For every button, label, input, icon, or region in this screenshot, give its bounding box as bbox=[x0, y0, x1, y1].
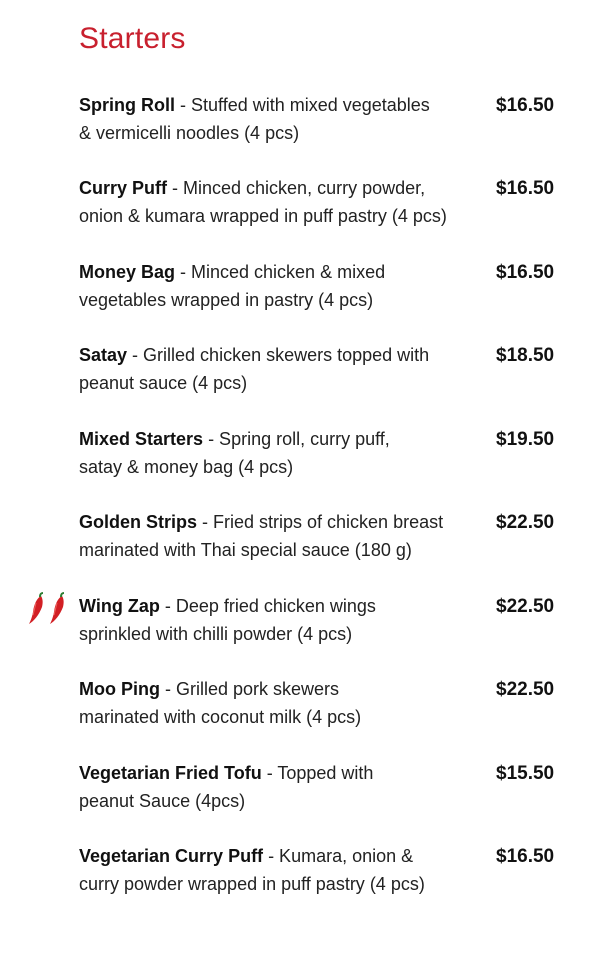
item-name: Mixed Starters bbox=[79, 429, 204, 449]
chili-pepper-icon bbox=[28, 592, 70, 626]
menu-item-satay bbox=[0, 341, 600, 401]
item-name: Golden Strips bbox=[79, 512, 198, 532]
item-detail-line2: & vermicelli noodles (4 pcs) bbox=[79, 123, 300, 143]
item-detail-line1: - Grilled pork skewers bbox=[159, 679, 340, 699]
item-name: Money Bag bbox=[79, 262, 176, 282]
item-description bbox=[79, 341, 479, 397]
item-description bbox=[79, 91, 479, 147]
item-description bbox=[79, 759, 479, 815]
item-description bbox=[79, 258, 479, 314]
item-detail-line1: - Deep fried chicken wings bbox=[159, 596, 376, 616]
item-price: $16.50 bbox=[496, 846, 555, 867]
item-description bbox=[79, 842, 479, 898]
item-price: $16.50 bbox=[496, 262, 555, 283]
item-description bbox=[79, 592, 479, 648]
item-price: $19.50 bbox=[496, 429, 555, 450]
menu-item-vegetarian-curry-puff bbox=[0, 842, 600, 902]
item-name: Curry Puff bbox=[79, 178, 168, 198]
item-detail-line2: curry powder wrapped in puff pastry (4 pcs) bbox=[79, 874, 425, 894]
chili-pepper-icon bbox=[28, 592, 70, 626]
menu-item-vegetarian-fried-tofu bbox=[0, 759, 600, 819]
item-detail-line1: - Stuffed with mixed vegetables bbox=[175, 95, 430, 115]
item-detail-line2: marinated with Thai special sauce (180 g) bbox=[79, 540, 412, 560]
item-name: Spring Roll bbox=[79, 95, 175, 115]
item-detail-line2: sprinkled with chilli powder (4 pcs) bbox=[79, 624, 353, 644]
menu-item-money-bag bbox=[0, 258, 600, 318]
item-detail-line2: peanut sauce (4 pcs) bbox=[79, 373, 248, 393]
item-price: $16.50 bbox=[496, 178, 555, 199]
item-name: Vegetarian Curry Puff bbox=[79, 846, 264, 866]
item-detail-line1: - Spring roll, curry puff, bbox=[203, 429, 390, 449]
item-detail-line2: onion & kumara wrapped in puff pastry (4 pcs) bbox=[79, 206, 447, 226]
item-detail-line2: peanut Sauce (4pcs) bbox=[79, 791, 246, 811]
item-price: $22.50 bbox=[496, 596, 555, 617]
item-price: $22.50 bbox=[496, 679, 555, 700]
item-detail-line2: vegetables wrapped in pastry (4 pcs) bbox=[79, 290, 374, 310]
item-price: $18.50 bbox=[496, 345, 555, 366]
item-description bbox=[79, 508, 479, 564]
item-detail-line1: - Grilled chicken skewers topped with bbox=[127, 345, 430, 365]
menu-item-spring-roll bbox=[0, 91, 600, 151]
item-price: $22.50 bbox=[496, 512, 555, 533]
item-detail-line1: - Fried strips of chicken breast bbox=[197, 512, 444, 532]
item-detail-line2: marinated with coconut milk (4 pcs) bbox=[79, 707, 362, 727]
item-detail-line1: - Minced chicken, curry powder, bbox=[167, 178, 426, 198]
item-price: $16.50 bbox=[496, 95, 555, 116]
item-detail-line1: - Minced chicken & mixed bbox=[175, 262, 386, 282]
item-name: Wing Zap bbox=[79, 596, 160, 616]
menu-item-wing-zap bbox=[0, 592, 600, 652]
item-detail-line1: - Kumara, onion & bbox=[263, 846, 414, 866]
menu-item-curry-puff bbox=[0, 174, 600, 234]
item-name: Vegetarian Fried Tofu bbox=[79, 763, 262, 783]
item-description bbox=[79, 174, 479, 230]
item-detail-line1: - Topped with bbox=[261, 763, 374, 783]
item-name: Satay bbox=[79, 345, 128, 365]
item-description bbox=[79, 675, 479, 731]
section-title: Starters bbox=[79, 22, 186, 55]
menu-item-golden-strips bbox=[0, 508, 600, 568]
item-price: $15.50 bbox=[496, 763, 555, 784]
menu-item-mixed-starters bbox=[0, 425, 600, 485]
item-name: Moo Ping bbox=[79, 679, 160, 699]
item-description bbox=[79, 425, 479, 481]
item-detail-line2: satay & money bag (4 pcs) bbox=[79, 457, 294, 477]
menu-item-moo-ping bbox=[0, 675, 600, 735]
